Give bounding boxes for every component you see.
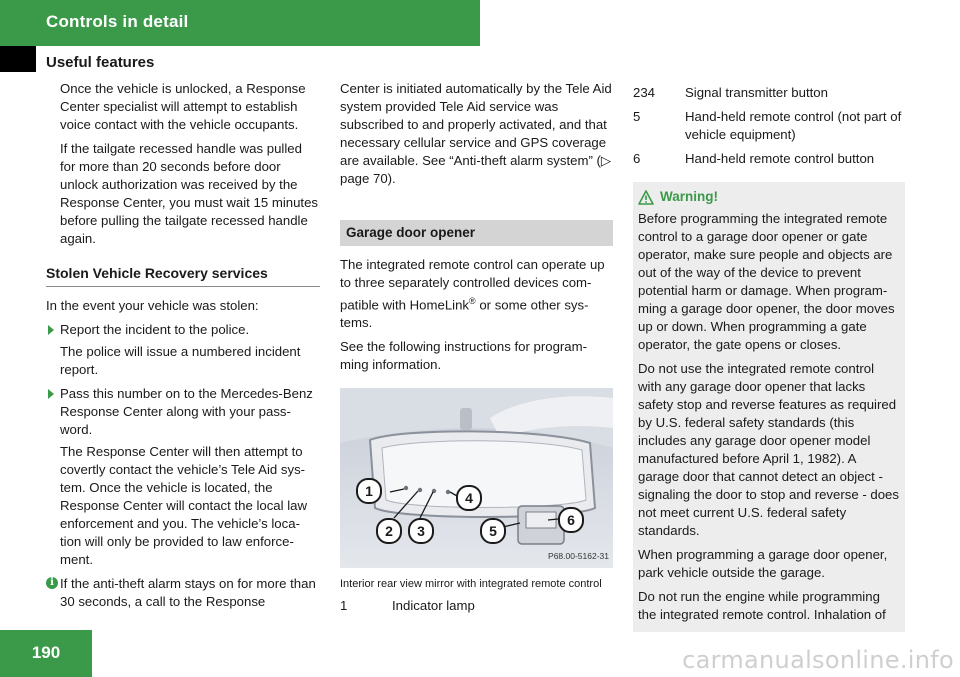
column-left: [46, 80, 320, 611]
warning-triangle-icon: [638, 190, 654, 205]
column-right: [633, 84, 905, 632]
section-tab-marker: [0, 46, 36, 72]
warning-paragraph: Do not run the engine while programming the integrated remote control. Inhalation of: [638, 589, 886, 622]
bullet-text: Report the incident to the police.: [60, 322, 250, 337]
legend-item: [633, 150, 905, 168]
legend-number: 1: [340, 598, 348, 614]
bullet-triangle-icon: [48, 325, 54, 335]
legend-item: [340, 597, 613, 615]
callout-1: 1: [356, 478, 382, 504]
bullet-note: The police will issue a numbered incident report.: [60, 344, 301, 377]
info-note: [46, 575, 320, 611]
info-text: If the anti-theft alarm stays on for more than 30 seconds, a call to the Response: [60, 576, 316, 609]
watermark-text: carmanualsonline.info: [682, 646, 954, 674]
figure-code: P68.00-5162-31: [548, 551, 609, 562]
warning-heading: [638, 188, 900, 206]
legend-item: [633, 84, 905, 102]
legend-item: [633, 108, 905, 144]
section-heading-stolen-vehicle: Stolen Vehicle Recovery services: [46, 264, 320, 287]
paragraph: If the tailgate recessed handle was pulled for more than 20 seconds before door unlock authorization was received by the Response Center, you must wait 15 minutes before pulling the tailgate recessed handle again.: [60, 141, 319, 246]
bullet-item: [46, 321, 320, 339]
legend-text: Indicator lamp: [392, 598, 475, 614]
legend-text: Hand-held remote control button: [685, 151, 875, 166]
paragraph: See the following instructions for program-ming information.: [340, 339, 588, 373]
warning-paragraph: Before programming the integrated remote control to a garage door opener or gate operator, make sure people and objects are out of the way of the device to prevent potential harm or damage. When program-ming a garage door opener, the door moves up or down. When programming a gate operator, the gate opens or closes.: [638, 211, 895, 352]
bullet-triangle-icon: [48, 389, 54, 399]
callout-5: 5: [480, 518, 506, 544]
paragraph: [340, 256, 613, 332]
callout-4: 4: [456, 485, 482, 511]
page-number-box: [0, 630, 92, 677]
legend-text: Signal transmitter button: [685, 85, 828, 100]
mirror-illustration: [340, 388, 613, 568]
warning-box: [633, 182, 905, 632]
legend-text: Hand-held remote control (not part of vehicle equipment): [685, 109, 902, 142]
warning-paragraph: When programming a garage door opener, park vehicle outside the garage.: [638, 547, 888, 580]
legend-number: 6: [633, 151, 641, 166]
legend-number: 234: [633, 85, 656, 100]
bullet-item: [46, 385, 320, 439]
paragraph: Once the vehicle is unlocked, a Response Center specialist will attempt to establish voice contact with the vehicle occupants.: [60, 81, 306, 132]
callout-6: 6: [558, 507, 584, 533]
figure-caption: Interior rear view mirror with integrated remote control: [340, 578, 602, 591]
paragraph-text: or some other sys-tems.: [340, 297, 589, 331]
chapter-header: [0, 0, 480, 46]
section-subtitle: Useful features: [46, 54, 155, 71]
column-middle: [340, 80, 613, 615]
registered-mark: ®: [469, 296, 476, 306]
chapter-title: Controls in detail: [46, 12, 189, 31]
legend-number: 5: [633, 109, 641, 124]
warning-title: Warning!: [660, 189, 718, 204]
paragraph-text: The integrated remote control can operate up to three separately controlled devices com-patible with HomeLink: [340, 257, 605, 313]
info-icon: i: [46, 577, 58, 589]
warning-paragraph: Do not use the integrated remote control with any garage door opener that lacks safety stop and reverse features as required by U.S. federal safety standards (this includes any garage door opener model manufactured before April 1, 1982). A garage door that cannot detect an object - signaling the door to stop and reverse - does not meet current U.S. federal safety standards.: [638, 361, 899, 538]
page-number: 190: [31, 643, 61, 662]
section-heading-garage-door-opener: Garage door opener: [340, 220, 613, 246]
callout-3: 3: [408, 518, 434, 544]
callout-2: 2: [376, 518, 402, 544]
paragraph: In the event your vehicle was stolen:: [46, 298, 259, 313]
paragraph: Center is initiated automatically by the Tele Aid system provided Tele Aid service was subscribed to and properly activated, and that necessary cellular service and GPS coverage are available. See “Anti-theft alarm system” (▷ page 70).: [340, 81, 612, 186]
bullet-note: The Response Center will then attempt to covertly contact the vehicle’s Tele Aid sys-tem. Once the vehicle is located, the Response Center will contact the local law enforcement and you. The vehicle’s loca-tion will only be provided to law enforce-ment.: [60, 444, 308, 567]
bullet-text: Pass this number on to the Mercedes-Benz Response Center along with your pass-word.: [60, 386, 313, 437]
